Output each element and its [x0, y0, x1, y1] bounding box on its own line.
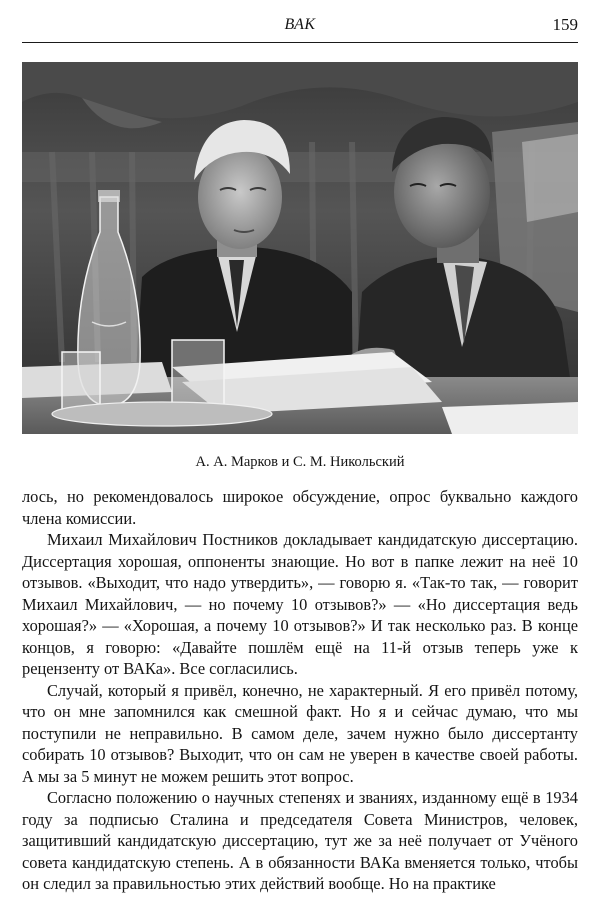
paragraph: Случай, который я привёл, конечно, не характерный. Я его привёл потому, что он мне запомнился как смешной факт. Но я и сейчас думаю, что мы поступили не неправильно. В самом деле, зачем нужно было диссертанту собирать 10 отзывов? Выходит, что он сам не уверен в качестве своей работы. А мы за 5 минут не можем решить этот вопрос.: [22, 680, 578, 786]
body-text: [22, 486, 578, 895]
photograph: [22, 62, 578, 434]
paragraph: Михаил Михайлович Постников докладывает кандидатскую диссертацию. Диссертация хорошая, оппоненты знающие. Но вот в папке лежит на неё 10 отзывов. «Выходит, что надо утвердить», — говорю я. «Так-то так, — говорит Михаил Михайлович, — но почему 10 отзывов?» — «Но диссертация ведь хорошая?» — «Хорошая, а почему 10 отзывов?» И так несколько раз. В конце концов, я говорю: «Давайте пошлём ещё на 11-й отзыв теперь уже к рецензенту от ВАКа». Все согласились.: [22, 530, 578, 678]
page-number: 159: [552, 15, 578, 34]
running-title: ВАК: [284, 16, 316, 33]
paragraph: лось, но рекомендовалось широкое обсуждение, опрос буквально каждого члена комиссии.: [22, 487, 578, 528]
running-head: [22, 12, 578, 43]
photo-caption: А. А. Марков и С. М. Никольский: [195, 454, 405, 470]
paragraph: Согласно положению о научных степенях и званиях, изданному ещё в 1934 году за подписью Сталина и председателя Совета Министров, человек, защитивший кандидатскую диссертацию, тут же за неё получает от Учёного совета кандидатскую степень. А в обязанности ВАКа вменяется только, чтобы он следил за правильностью этих действий вообще. Но на практике: [22, 788, 578, 893]
